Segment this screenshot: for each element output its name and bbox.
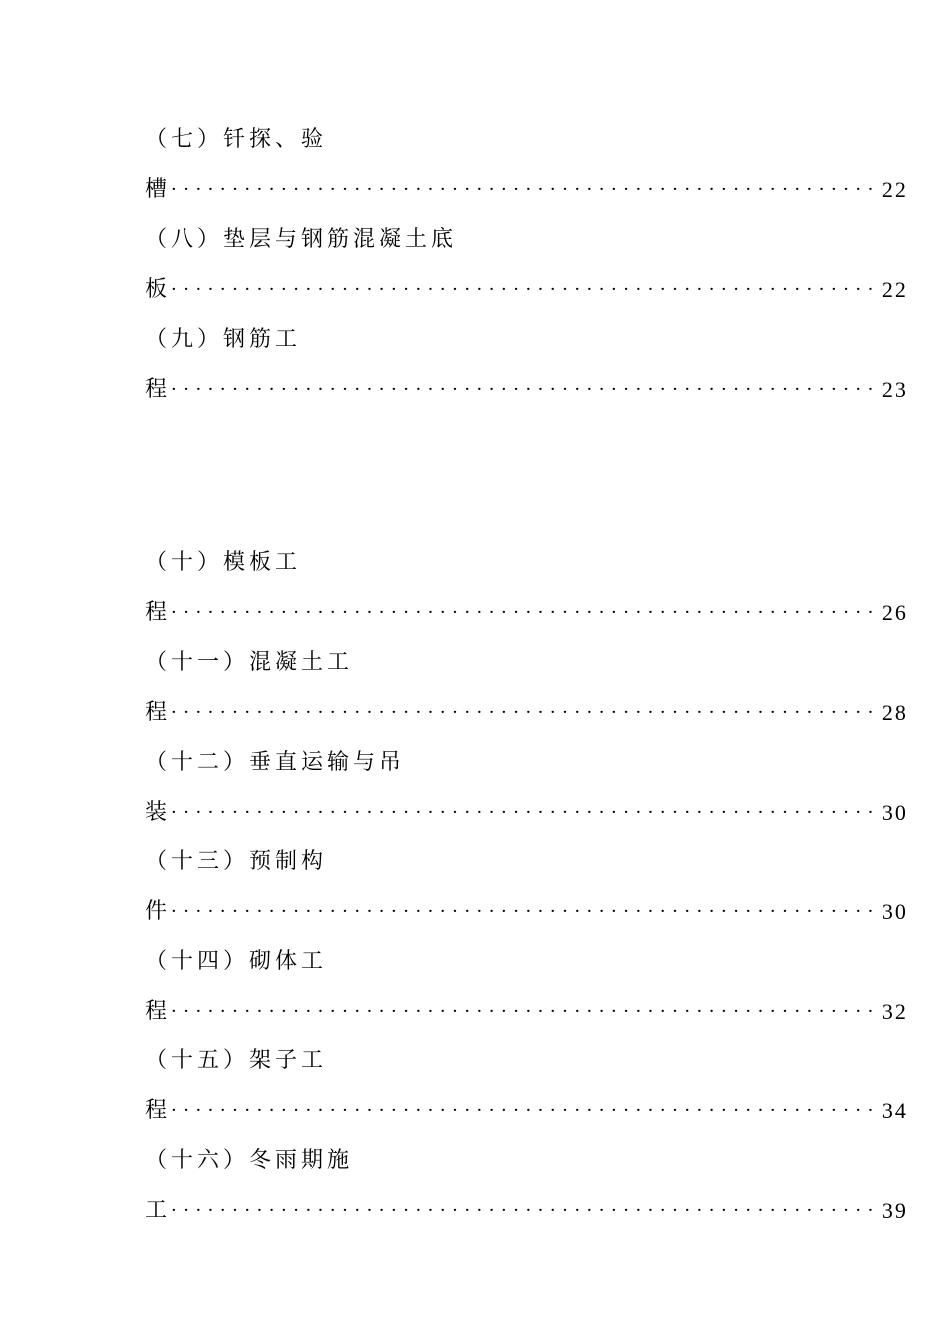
- dot-leader: ··························································: [171, 1100, 880, 1121]
- toc-page-number: 30: [881, 800, 908, 825]
- toc-entry-leader-line[interactable]: [145, 1198, 908, 1224]
- toc-entry-leader-line[interactable]: [145, 377, 908, 403]
- dot-leader: ··························································: [171, 1001, 880, 1022]
- toc-entry-end-char: 程: [145, 700, 168, 725]
- dot-leader: ··························································: [171, 901, 880, 922]
- toc-entry-end-char: 板: [145, 277, 168, 302]
- dot-leader: ··························································: [171, 602, 880, 623]
- toc-entry-end-char: 程: [145, 600, 168, 625]
- toc-entry-end-char: 程: [145, 1098, 168, 1123]
- toc-entry-leader-line[interactable]: [145, 999, 908, 1025]
- dot-leader: ··························································: [171, 379, 880, 400]
- toc-entry-end-char: 程: [145, 999, 168, 1024]
- toc-entry-leader-line[interactable]: [145, 899, 908, 925]
- toc-entry-title: （十六）冬雨期施: [145, 1148, 354, 1173]
- toc-page-number: 39: [881, 1198, 908, 1223]
- toc-entry-leader-line[interactable]: [145, 277, 908, 303]
- toc-entry-leader-line[interactable]: [145, 177, 908, 203]
- dot-leader: ··························································: [171, 802, 880, 823]
- toc-entry-end-char: 件: [145, 899, 168, 924]
- toc-entry-title: （十二）垂直运输与吊: [145, 750, 406, 775]
- toc-page-number: 28: [881, 700, 908, 725]
- toc-page-number: 32: [881, 999, 908, 1024]
- toc-page-number: 30: [881, 899, 908, 924]
- toc-entry-title: （七）钎探、验: [145, 127, 328, 152]
- toc-entry-title: （九）钢筋工: [145, 327, 302, 352]
- dot-leader: ··························································: [171, 1200, 880, 1221]
- toc-page-number: 22: [881, 177, 908, 202]
- toc-page-number: 23: [881, 377, 908, 402]
- dot-leader: ··························································: [171, 179, 880, 200]
- toc-entry-title: （十三）预制构: [145, 849, 328, 874]
- toc-entry-leader-line[interactable]: [145, 700, 908, 726]
- toc-entry-end-char: 工: [145, 1198, 168, 1223]
- toc-page-number: 26: [881, 600, 908, 625]
- toc-entry-end-char: 槽: [145, 177, 168, 202]
- toc-entry-leader-line[interactable]: [145, 600, 908, 626]
- dot-leader: ··························································: [171, 702, 880, 723]
- toc-entry-leader-line[interactable]: [145, 1098, 908, 1124]
- toc-entry-title: （十一）混凝土工: [145, 650, 354, 675]
- toc-entry-title: （八）垫层与钢筋混凝土底: [145, 227, 458, 252]
- toc-entry-title: （十五）架子工: [145, 1048, 328, 1073]
- toc-page-number: 34: [881, 1098, 908, 1123]
- toc-page-number: 22: [881, 277, 908, 302]
- toc-entry-end-char: 程: [145, 377, 168, 402]
- dot-leader: ··························································: [171, 279, 880, 300]
- toc-entry-title: （十）模板工: [145, 550, 302, 575]
- toc-entry-title: （十四）砌体工: [145, 949, 328, 974]
- toc-entry-end-char: 装: [145, 800, 168, 825]
- toc-entry-leader-line[interactable]: [145, 800, 908, 826]
